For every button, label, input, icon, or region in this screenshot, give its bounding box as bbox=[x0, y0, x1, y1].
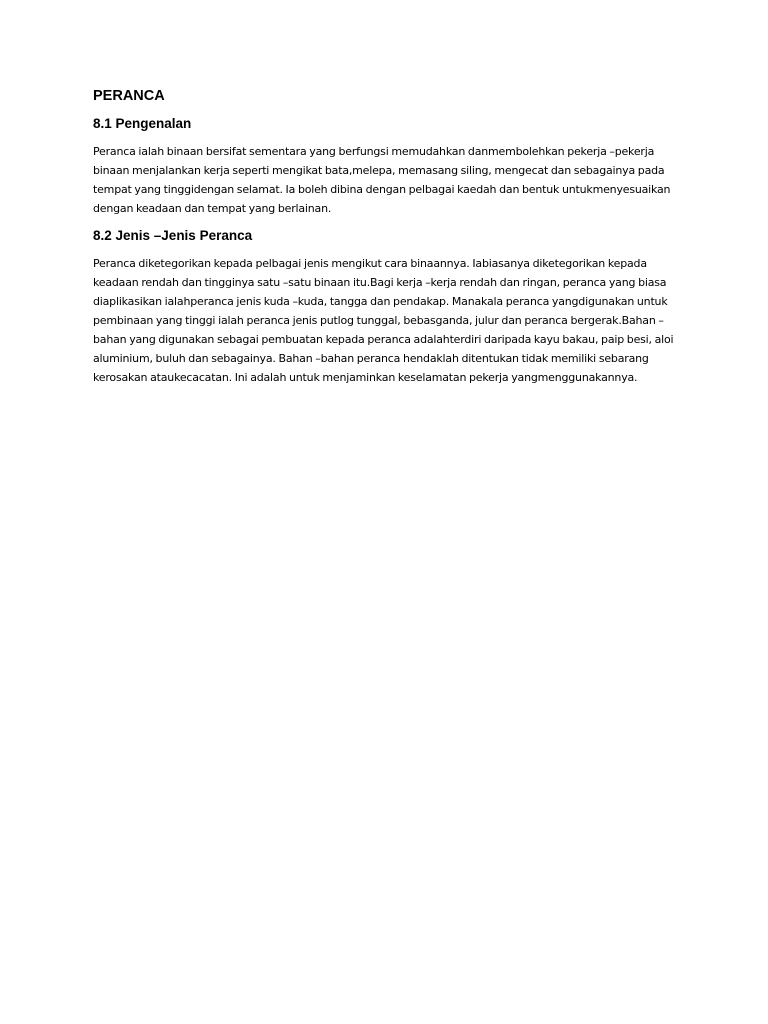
document-page bbox=[93, 86, 683, 395]
section-heading: 8.1 Pengenalan bbox=[93, 116, 192, 131]
document-title: PERANCA bbox=[93, 88, 165, 104]
section-heading: 8.2 Jenis –Jenis Peranca bbox=[93, 228, 253, 243]
section-jenis-peranca bbox=[93, 226, 683, 387]
section-paragraph: Peranca diketegorikan kepada pelbagai jenis mengikut cara binaannya. Iabiasanya diketegorikan kepada keadaan rendah dan tingginya satu –satu binaan itu.Bagi kerja –kerja rendah dan ringan, peranca yang biasa diaplikasikan ialahperanca jenis kuda –kuda, tangga dan pendakap. Manakala peranca yangdigunakan untuk pembinaan yang tinggi ialah peranca jenis putlog tunggal, bebasganda, julur dan peranca bergerak.Bahan –bahan yang digunakan sebagai pembuatan kepada peranca adalahterdiri daripada kayu bakau, paip besi, aloi aluminium, buluh dan sebagainya. Bahan –bahan peranca hendaklah ditentukan tidak memiliki sebarang kerosakan ataukecacatan. Ini adalah untuk menjaminkan keselamatan pekerja yangmenggunakannya. bbox=[93, 257, 674, 384]
section-pengenalan bbox=[93, 114, 683, 218]
section-paragraph: Peranca ialah binaan bersifat sementara yang berfungsi memudahkan danmembolehkan pekerja –pekerja binaan menjalankan kerja seperti mengikat bata,melepa, memasang siling, mengecat dan sebagainya pada tempat yang tinggidengan selamat. Ia boleh dibina dengan pelbagai kaedah dan bentuk untukmenyesuaikan dengan keadaan dan tempat yang berlainan. bbox=[93, 145, 671, 215]
